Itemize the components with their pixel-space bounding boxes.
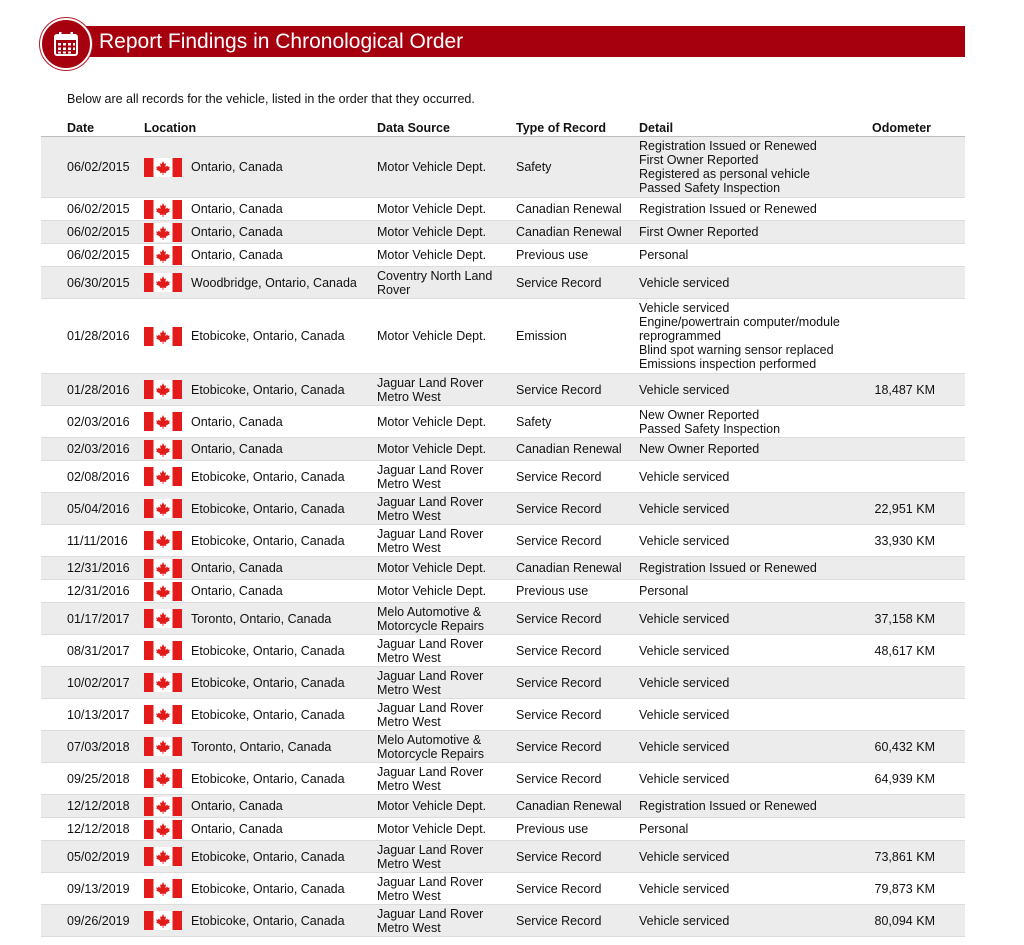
detail-line: Registration Issued or Renewed (639, 799, 817, 813)
table-header (41, 120, 965, 137)
canada-flag-icon (144, 763, 184, 794)
cell-source: Melo Automotive & Motorcycle Repairs (377, 604, 484, 633)
cell-source: Jaguar Land Rover Metro West (377, 842, 484, 871)
cell-source: Jaguar Land Rover Metro West (377, 700, 484, 729)
calendar-icon (53, 31, 79, 57)
detail-line: Vehicle serviced (639, 881, 730, 896)
cell-source: Motor Vehicle Dept. (377, 799, 487, 813)
cell-odometer: 33,930 KM (874, 533, 935, 548)
table-row (41, 493, 965, 525)
cell-date: 06/02/2015 (67, 225, 130, 239)
cell-type: Service Record (516, 913, 602, 928)
detail-line: Vehicle serviced (639, 675, 730, 690)
cell-type: Service Record (516, 469, 602, 484)
cell-type: Canadian Renewal (516, 442, 622, 456)
cell-date: 01/28/2016 (67, 382, 130, 397)
cell-location: Etobicoke, Ontario, Canada (191, 643, 345, 658)
table-row (41, 699, 965, 731)
table-row (41, 137, 965, 198)
cell-date: 01/17/2017 (67, 611, 130, 626)
cell-odometer (871, 461, 935, 492)
cell-detail (639, 221, 879, 243)
cell-odometer (871, 667, 935, 698)
cell-type: Service Record (516, 675, 602, 690)
detail-line: Vehicle serviced (639, 275, 730, 290)
cell-odometer: 64,939 KM (874, 771, 935, 786)
detail-line: Vehicle serviced (639, 301, 730, 315)
cell-odometer (871, 244, 935, 266)
cell-odometer: 22,951 KM (874, 501, 935, 516)
table-row (41, 198, 965, 221)
detail-line: New Owner Reported (639, 442, 760, 456)
cell-type: Previous use (516, 584, 589, 598)
cell-date: 10/13/2017 (67, 707, 130, 722)
cell-location: Etobicoke, Ontario, Canada (191, 849, 345, 864)
canada-flag-icon (144, 244, 184, 266)
cell-odometer (871, 137, 935, 197)
detail-line: Vehicle serviced (639, 382, 730, 397)
canada-flag-icon (144, 221, 184, 243)
cell-odometer: 60,432 KM (874, 739, 935, 754)
cell-date: 10/02/2017 (67, 675, 130, 690)
canada-flag-icon (144, 667, 184, 698)
canada-flag-icon (144, 461, 184, 492)
cell-type: Previous use (516, 822, 589, 836)
cell-location: Ontario, Canada (191, 160, 283, 174)
cell-detail (639, 841, 879, 872)
detail-line: Vehicle serviced (639, 771, 730, 786)
detail-line: Passed Safety Inspection (639, 421, 781, 436)
cell-detail (639, 244, 879, 266)
canada-flag-icon (144, 635, 184, 666)
cell-odometer: 73,861 KM (874, 849, 935, 864)
table-row (41, 905, 965, 937)
cell-date: 05/04/2016 (67, 501, 130, 516)
detail-line: Personal (639, 584, 689, 598)
cell-date: 12/12/2018 (67, 822, 130, 836)
canada-flag-icon (144, 493, 184, 524)
table-row (41, 438, 965, 461)
cell-type: Canadian Renewal (516, 799, 622, 813)
detail-line: First Owner Reported (639, 225, 759, 239)
table-row (41, 557, 965, 580)
cell-location: Ontario, Canada (191, 414, 283, 429)
table-row (41, 406, 965, 438)
canada-flag-icon (144, 406, 184, 437)
table-row (41, 873, 965, 905)
cell-location: Woodbridge, Ontario, Canada (191, 275, 357, 290)
cell-type: Service Record (516, 382, 602, 397)
detail-line: Vehicle serviced (639, 501, 730, 516)
cell-date: 11/11/2016 (67, 533, 128, 548)
cell-type: Service Record (516, 849, 602, 864)
cell-date: 06/02/2015 (67, 248, 130, 262)
cell-source: Motor Vehicle Dept. (377, 329, 487, 343)
detail-line: Registered as personal vehicle (639, 167, 810, 181)
detail-line: Engine/powertrain computer/module reprogrammed (639, 315, 840, 343)
cell-source: Jaguar Land Rover Metro West (377, 668, 484, 697)
canada-flag-icon (144, 699, 184, 730)
cell-source: Motor Vehicle Dept. (377, 414, 487, 429)
cell-date: 09/26/2019 (67, 913, 130, 928)
cell-date: 12/31/2016 (67, 561, 130, 575)
canada-flag-icon (144, 795, 184, 817)
cell-source: Jaguar Land Rover Metro West (377, 462, 484, 491)
section-banner (54, 26, 965, 57)
detail-line: Vehicle serviced (639, 913, 730, 928)
cell-date: 06/02/2015 (67, 160, 130, 174)
cell-detail (639, 635, 879, 666)
header-odometer: Odometer (872, 121, 932, 135)
table-row (41, 667, 965, 699)
canada-flag-icon (144, 873, 184, 904)
cell-type: Safety (516, 160, 552, 174)
canada-flag-icon (144, 438, 184, 460)
cell-source: Jaguar Land Rover Metro West (377, 906, 484, 935)
cell-source: Motor Vehicle Dept. (377, 160, 487, 174)
table-row (41, 841, 965, 873)
cell-odometer (871, 795, 935, 817)
detail-line: Vehicle serviced (639, 707, 730, 722)
cell-source: Coventry North Land Rover (377, 268, 493, 297)
cell-source: Jaguar Land Rover Metro West (377, 526, 484, 555)
cell-odometer: 79,873 KM (874, 881, 935, 896)
table-row (41, 299, 965, 374)
cell-date: 06/02/2015 (67, 202, 130, 216)
table-row (41, 795, 965, 818)
canada-flag-icon (144, 267, 184, 298)
cell-date: 02/03/2016 (67, 414, 130, 429)
cell-location: Etobicoke, Ontario, Canada (191, 533, 345, 548)
header-detail: Detail (639, 121, 674, 135)
cell-odometer (871, 818, 935, 840)
cell-detail (639, 731, 879, 762)
table-row (41, 244, 965, 267)
detail-line: First Owner Reported (639, 153, 759, 167)
cell-odometer (871, 438, 935, 460)
cell-odometer (871, 557, 935, 579)
cell-detail (639, 818, 879, 840)
detail-line: Registration Issued or Renewed (639, 202, 817, 216)
cell-date: 12/31/2016 (67, 584, 130, 598)
cell-source: Jaguar Land Rover Metro West (377, 764, 484, 793)
cell-date: 07/03/2018 (67, 739, 130, 754)
cell-type: Service Record (516, 533, 602, 548)
cell-detail (639, 873, 879, 904)
cell-location: Ontario, Canada (191, 202, 283, 216)
cell-date: 09/13/2019 (67, 881, 130, 896)
cell-detail (639, 603, 879, 634)
canada-flag-icon (144, 299, 184, 373)
canada-flag-icon (144, 525, 184, 556)
cell-odometer (871, 299, 935, 373)
cell-source: Motor Vehicle Dept. (377, 225, 487, 239)
cell-date: 12/12/2018 (67, 799, 130, 813)
detail-line: Vehicle serviced (639, 469, 730, 484)
table-row (41, 818, 965, 841)
table-row (41, 635, 965, 667)
cell-location: Ontario, Canada (191, 442, 283, 456)
cell-location: Etobicoke, Ontario, Canada (191, 675, 345, 690)
cell-location: Etobicoke, Ontario, Canada (191, 329, 345, 343)
cell-odometer: 48,617 KM (874, 643, 935, 658)
cell-odometer: 37,158 KM (874, 611, 935, 626)
table-row (41, 374, 965, 406)
cell-odometer (871, 221, 935, 243)
canada-flag-icon (144, 557, 184, 579)
table-row (41, 603, 965, 635)
cell-source: Jaguar Land Rover Metro West (377, 375, 484, 404)
cell-type: Service Record (516, 275, 602, 290)
detail-line: Emissions inspection performed (639, 357, 817, 371)
cell-date: 09/25/2018 (67, 771, 130, 786)
table-row (41, 580, 965, 603)
detail-line: Personal (639, 248, 689, 262)
cell-odometer: 18,487 KM (874, 382, 935, 397)
canada-flag-icon (144, 905, 184, 936)
cell-source: Motor Vehicle Dept. (377, 822, 487, 836)
cell-detail (639, 438, 879, 460)
cell-odometer (871, 580, 935, 602)
table-row (41, 221, 965, 244)
canada-flag-icon (144, 818, 184, 840)
cell-location: Ontario, Canada (191, 799, 283, 813)
table-body (41, 137, 965, 937)
section-title: Report Findings in Chronological Order (99, 30, 464, 53)
cell-detail (639, 667, 879, 698)
cell-source: Motor Vehicle Dept. (377, 248, 487, 262)
cell-location: Etobicoke, Ontario, Canada (191, 707, 345, 722)
cell-source: Jaguar Land Rover Metro West (377, 636, 484, 665)
cell-date: 05/02/2019 (67, 849, 130, 864)
cell-source: Motor Vehicle Dept. (377, 202, 487, 216)
cell-location: Ontario, Canada (191, 822, 283, 836)
cell-odometer (871, 198, 935, 220)
table-row (41, 525, 965, 557)
canada-flag-icon (144, 603, 184, 634)
cell-location: Ontario, Canada (191, 225, 283, 239)
cell-type: Previous use (516, 248, 589, 262)
cell-detail (639, 557, 879, 579)
cell-source: Motor Vehicle Dept. (377, 561, 487, 575)
cell-odometer (871, 267, 935, 298)
canada-flag-icon (144, 137, 184, 197)
cell-date: 02/03/2016 (67, 442, 130, 456)
detail-line: Registration Issued or Renewed (639, 561, 817, 575)
cell-location: Ontario, Canada (191, 584, 283, 598)
cell-date: 08/31/2017 (67, 643, 130, 658)
cell-detail (639, 374, 879, 405)
cell-detail (639, 525, 879, 556)
cell-type: Service Record (516, 643, 602, 658)
cell-type: Safety (516, 414, 552, 429)
cell-type: Canadian Renewal (516, 202, 622, 216)
cell-location: Ontario, Canada (191, 561, 283, 575)
cell-detail (639, 493, 879, 524)
cell-source: Jaguar Land Rover Metro West (377, 494, 484, 523)
cell-detail (639, 137, 879, 197)
cell-location: Etobicoke, Ontario, Canada (191, 881, 345, 896)
cell-date: 06/30/2015 (67, 275, 130, 290)
intro-text: Below are all records for the vehicle, listed in the order that they occurred. (67, 92, 475, 106)
cell-source: Motor Vehicle Dept. (377, 584, 487, 598)
calendar-badge (40, 18, 92, 70)
cell-detail (639, 299, 879, 373)
detail-line: Vehicle serviced (639, 533, 730, 548)
cell-date: 02/08/2016 (67, 469, 130, 484)
cell-location: Etobicoke, Ontario, Canada (191, 469, 345, 484)
detail-line: Vehicle serviced (639, 849, 730, 864)
canada-flag-icon (144, 841, 184, 872)
header-type: Type of Record (516, 121, 607, 135)
detail-line: New Owner Reported (639, 407, 760, 422)
detail-line: Vehicle serviced (639, 643, 730, 658)
cell-type: Canadian Renewal (516, 225, 622, 239)
cell-detail (639, 699, 879, 730)
cell-detail (639, 461, 879, 492)
cell-odometer (871, 406, 935, 437)
cell-detail (639, 580, 879, 602)
cell-type: Emission (516, 329, 567, 343)
detail-line: Registration Issued or Renewed (639, 139, 817, 153)
cell-detail (639, 905, 879, 936)
canada-flag-icon (144, 580, 184, 602)
cell-type: Service Record (516, 707, 602, 722)
table-row (41, 763, 965, 795)
header-source: Data Source (377, 121, 450, 135)
header-location: Location (144, 121, 197, 135)
detail-line: Personal (639, 822, 689, 836)
cell-location: Etobicoke, Ontario, Canada (191, 913, 345, 928)
detail-line: Passed Safety Inspection (639, 181, 781, 195)
records-table (41, 120, 965, 937)
cell-type: Canadian Renewal (516, 561, 622, 575)
cell-detail (639, 267, 879, 298)
cell-location: Toronto, Ontario, Canada (191, 739, 332, 754)
cell-type: Service Record (516, 771, 602, 786)
cell-odometer: 80,094 KM (874, 913, 935, 928)
table-row (41, 461, 965, 493)
cell-location: Etobicoke, Ontario, Canada (191, 771, 345, 786)
cell-source: Motor Vehicle Dept. (377, 442, 487, 456)
cell-location: Etobicoke, Ontario, Canada (191, 382, 345, 397)
canada-flag-icon (144, 198, 184, 220)
detail-line: Vehicle serviced (639, 739, 730, 754)
canada-flag-icon (144, 374, 184, 405)
header-date: Date (67, 121, 95, 135)
cell-odometer (871, 699, 935, 730)
cell-type: Service Record (516, 739, 602, 754)
cell-location: Ontario, Canada (191, 248, 283, 262)
detail-line: Vehicle serviced (639, 611, 730, 626)
cell-type: Service Record (516, 611, 602, 626)
canada-flag-icon (144, 731, 184, 762)
cell-location: Toronto, Ontario, Canada (191, 611, 332, 626)
table-row (41, 731, 965, 763)
cell-detail (639, 198, 879, 220)
cell-detail (639, 406, 879, 437)
cell-detail (639, 795, 879, 817)
cell-source: Jaguar Land Rover Metro West (377, 874, 484, 903)
cell-date: 01/28/2016 (67, 329, 130, 343)
cell-source: Melo Automotive & Motorcycle Repairs (377, 732, 484, 761)
cell-location: Etobicoke, Ontario, Canada (191, 501, 345, 516)
cell-type: Service Record (516, 881, 602, 896)
cell-detail (639, 763, 879, 794)
table-row (41, 267, 965, 299)
cell-type: Service Record (516, 501, 602, 516)
detail-line: Blind spot warning sensor replaced (639, 343, 834, 357)
